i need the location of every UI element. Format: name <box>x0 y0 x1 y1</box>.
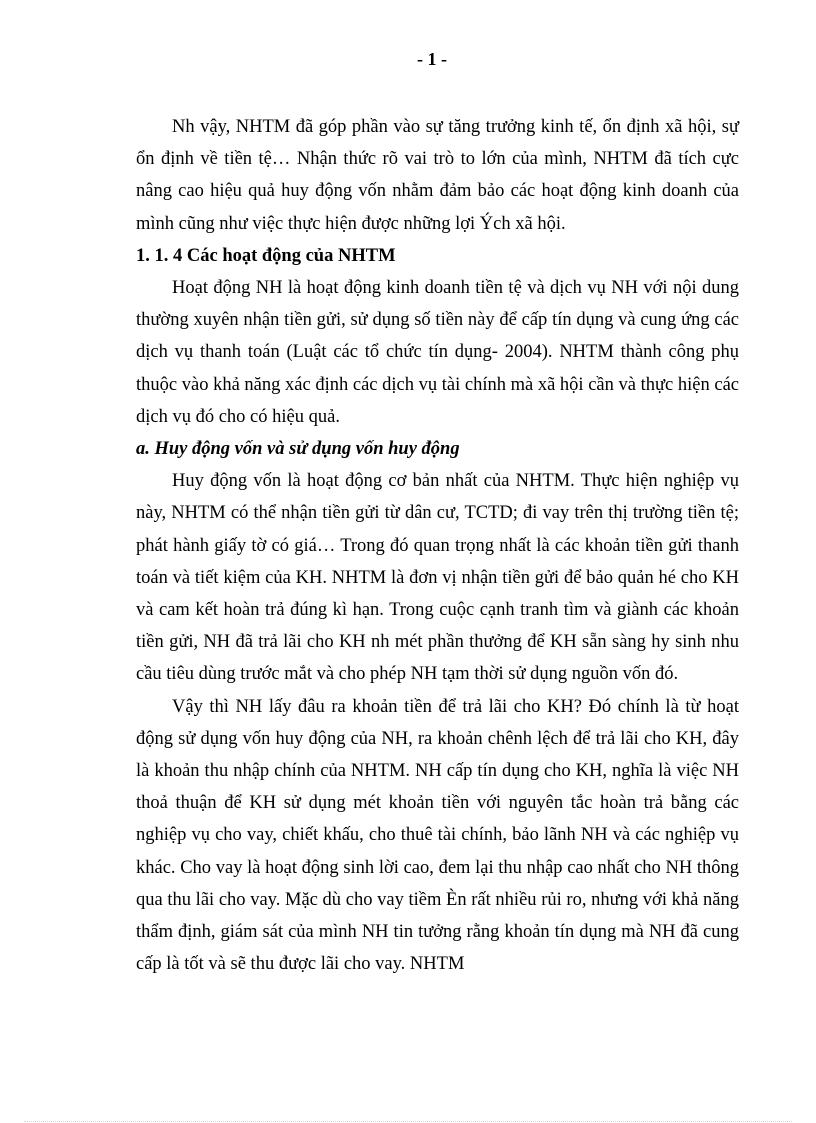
page-bottom-divider <box>24 1121 792 1122</box>
page-number: - 1 - <box>417 49 447 69</box>
section-heading: 1. 1. 4 Các hoạt động của NHTM <box>136 245 396 266</box>
paragraph: Nh vậy, NHTM đã góp phần vào sự tăng trưởng kinh tế, ổn định xã hội, sự ổn định về tiền tệ… Nhận thức rõ vai trò to lớn của mình, NHTM đã tích cực nâng cao hiệu quả huy động vốn nhằm đảm bảo các hoạt động kinh doanh của mình cũng như việc thực hiện được những lợi Ých xã hội. <box>136 117 739 234</box>
subsection-heading: a. Huy động vốn và sử dụng vốn huy động <box>136 439 460 460</box>
document-body <box>136 111 739 980</box>
paragraph: Hoạt động NH là hoạt động kinh doanh tiền tệ và dịch vụ NH với nội dung thường xuyên nhận tiền gửi, sử dụng số tiền này để cấp tín dụng và cung ứng các dịch vụ thanh toán (Luật các tổ chức tín dụng- 2004). NHTM thành công phụ thuộc vào khả năng xác định các dịch vụ tài chính mà xã hội cần và thực hiện các dịch vụ đó cho có hiệu quả. <box>136 278 739 427</box>
paragraph: Vậy thì NH lấy đâu ra khoản tiền để trả lãi cho KH? Đó chính là từ hoạt động sử dụng vốn huy động của NH, ra khoản chênh lệch để trả lãi cho KH, đây là khoản thu nhập chính của NHTM. NH cấp tín dụng cho KH, nghĩa là việc NH thoả thuận để KH sử dụng mét khoản tiền với nguyên tắc hoàn trả bằng các nghiệp vụ cho vay, chiết khấu, cho thuê tài chính, bảo lãnh NH và các nghiệp vụ khác. Cho vay là hoạt động sinh lời cao, đem lại thu nhập cao nhất cho NH thông qua thu lãi cho vay. Mặc dù cho vay tiềm Èn rất nhiều rủi ro, nhưng với khả năng thẩm định, giám sát của mình NH tin tưởng rằng khoản tín dụng mà NH đã cung cấp là tốt và sẽ thu được lãi cho vay. NHTM <box>136 696 739 975</box>
paragraph: Huy động vốn là hoạt động cơ bản nhất của NHTM. Thực hiện nghiệp vụ này, NHTM có thể nhận tiền gửi từ dân cư, TCTD; đi vay trên thị trường tiền tệ; phát hành giấy tờ có giá… Trong đó quan trọng nhất là các khoản tiền gửi thanh toán và tiết kiệm của KH. NHTM là đơn vị nhận tiền gửi để bảo quản hé cho KH và cam kết hoàn trả đúng kì hạn. Trong cuộc cạnh tranh tìm và giành các khoản tiền gửi, NH đã trả lãi cho KH nh mét phần thưởng để KH sẵn sàng hy sinh nhu cầu tiêu dùng trước mắt và cho phép NH tạm thời sử dụng nguồn vốn đó. <box>136 471 739 685</box>
